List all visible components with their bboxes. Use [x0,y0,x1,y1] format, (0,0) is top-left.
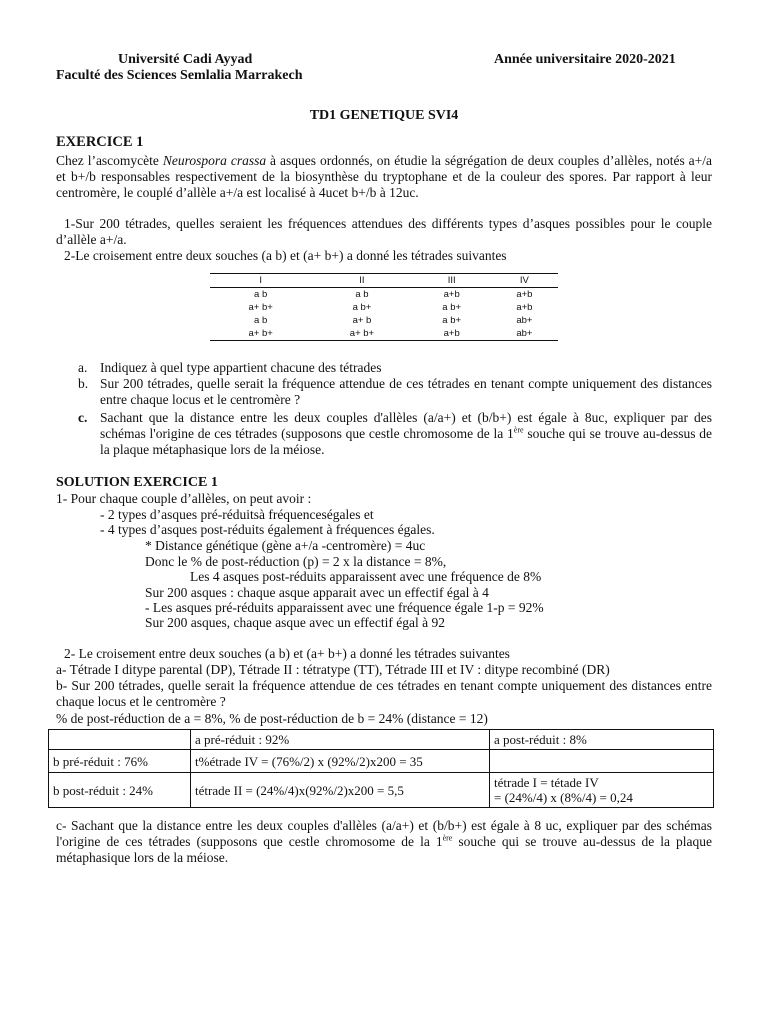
tetrad-col-header: II [311,274,412,288]
table-cell [490,750,714,773]
frequency-table [48,729,714,808]
table-cell: a b+ [352,302,372,313]
university-name: Université Cadi Ayyad [118,52,253,67]
document-title: TD1 GENETIQUE SVI4 [309,108,459,123]
exercise-heading: EXERCICE 1 [56,134,144,150]
table-cell: b post-réduit : 24% [49,773,191,808]
table-cell: a+ b+ [248,302,273,313]
table-row [49,730,714,750]
list-marker: b. [78,376,89,391]
solution-part-2: 2- Le croisement entre deux souches (a b) et (a+ b+) a donné les tétrades suivantes [64,646,510,661]
list-marker: c. [78,410,88,425]
table-cell: a b+ [442,315,462,326]
list-item-text: Sachant que la distance entre les deux couples d'allèles (a/a+) et (b/b+) est égale à 8uc, expliquer par des schémas l'origine de ces tétrades (supposons que cestle chromosome de la 1ère souche qui se trouve au-dessus de la plaque métaphasique lors de la méiose. [100,410,712,457]
table-cell: a+ b+ [210,327,311,341]
tetrad-col-header: III [413,274,491,288]
table-cell: tétrade II = (24%/4)x(92%/2)x200 = 5,5 [191,773,490,808]
table-cell: b pré-réduit : 76% [49,750,191,773]
table-cell: a+b [516,302,533,313]
table-cell: a+ b [352,315,372,326]
table-cell: tétrade I = tétade IV = (24%/4) x (8%/4) = 0,24 [490,773,714,808]
solution-line: Sur 200 asques : chaque asque apparait avec un effectif égal à 4 [145,585,489,600]
table-row [210,314,558,327]
post-reduction-line: % de post-réduction de a = 8%, % de post-réduction de b = 24% (distance = 12) [56,711,488,726]
table-row [49,773,714,808]
table-cell: a+b [516,289,533,300]
academic-year: Année universitaire 2020-2021 [494,52,676,67]
tetrad-col-header: IV [491,274,558,288]
table-cell: a b [254,315,268,326]
solution-line: * Distance génétique (gène a+/a -centromère) = 4uc [145,538,426,553]
list-item-text: Sur 200 tétrades, quelle serait la fréquence attendue de ces tétrades en tenant compte uniquement des distances entre chaque locus et le centromère ? [100,376,712,407]
question-1: 1-Sur 200 tétrades, quelles seraient les fréquences attendues des différents types d’asques possibles pour le couple d’allèle a+/a. [56,216,712,247]
exercise-intro: Chez l’ascomycète Neurospora crassa à asques ordonnés, on étudie la ségrégation de deux couples d’allèles, notés a+/a et b+/b responsables respectivement de la biosynthèse du tryptophane et de la couleur des spores. Par rapport à leur centromère, le couplé d’allèle a+/a est localisé à 4ucet b+/b à 12uc. [56,153,712,200]
table-cell: a b [355,289,369,300]
solution-line: - 4 types d’asques post-réduits également à fréquences égales. [100,522,435,537]
table-cell: a post-réduit : 8% [490,730,714,750]
solution-line: Donc le % de post-réduction (p) = 2 x la distance = 8%, [145,554,447,569]
solution-part-b: b- Sur 200 tétrades, quelle serait la fréquence attendue de ces tétrades en tenant compte uniquement des distances entre chaque locus et le centromère ? [56,678,712,709]
table-cell [49,730,191,750]
solution-line: 1- Pour chaque couple d’allèles, on peut avoir : [56,491,312,506]
table-cell: t%étrade IV = (76%/2) x (92%/2)x200 = 35 [191,750,490,773]
list-item-text: Indiquez à quel type appartient chacune des tétrades [100,360,382,375]
table-row [210,327,558,341]
tetrad-table [210,273,558,341]
solution-heading: SOLUTION EXERCICE 1 [56,475,218,490]
table-row [210,288,558,302]
table-cell: a b+ [442,302,462,313]
solution-part-c: c- Sachant que la distance entre les deux couples d'allèles (a/a+) et (b/b+) est égale à 8 uc, expliquer par des schémas l'origine de ces tétrades (supposons que cestle chromosome de la 1ère souche qui se trouve au-dessus de la plaque métaphasique lors de la méiose. [56,818,712,865]
table-cell: a b [254,289,268,300]
table-row [49,750,714,773]
solution-line: Les 4 asques post-réduits apparaissent avec une fréquence de 8% [190,569,542,584]
table-row [210,301,558,314]
solution-line: Sur 200 asques, chaque asque avec un effectif égal à 92 [145,615,446,630]
solution-line: - 2 types d’asques pré-réduitsà fréquenceségales et [100,507,374,522]
table-cell: a pré-réduit : 92% [191,730,490,750]
list-marker: a. [78,360,88,375]
tetrad-col-header: I [210,274,311,288]
faculty-name: Faculté des Sciences Semlalia Marrakech [56,68,303,83]
table-cell: ab+ [516,315,533,326]
table-cell: a+b [443,289,460,300]
solution-part-a: a- Tétrade I ditype parental (DP), Tétrade II : tétratype (TT), Tétrade III et IV : ditype recombiné (DR) [56,662,610,677]
solution-line: - Les asques pré-réduits apparaissent avec une fréquence égale 1-p = 92% [145,600,544,615]
question-2: 2-Le croisement entre deux souches (a b) et (a+ b+) a donné les tétrades suivantes [64,248,507,263]
table-cell: a+b [413,327,491,341]
table-cell: ab+ [491,327,558,341]
table-cell: a+ b+ [311,327,412,341]
tetrad-table-header [210,274,558,288]
species-name: Neurospora crassa [162,153,267,168]
